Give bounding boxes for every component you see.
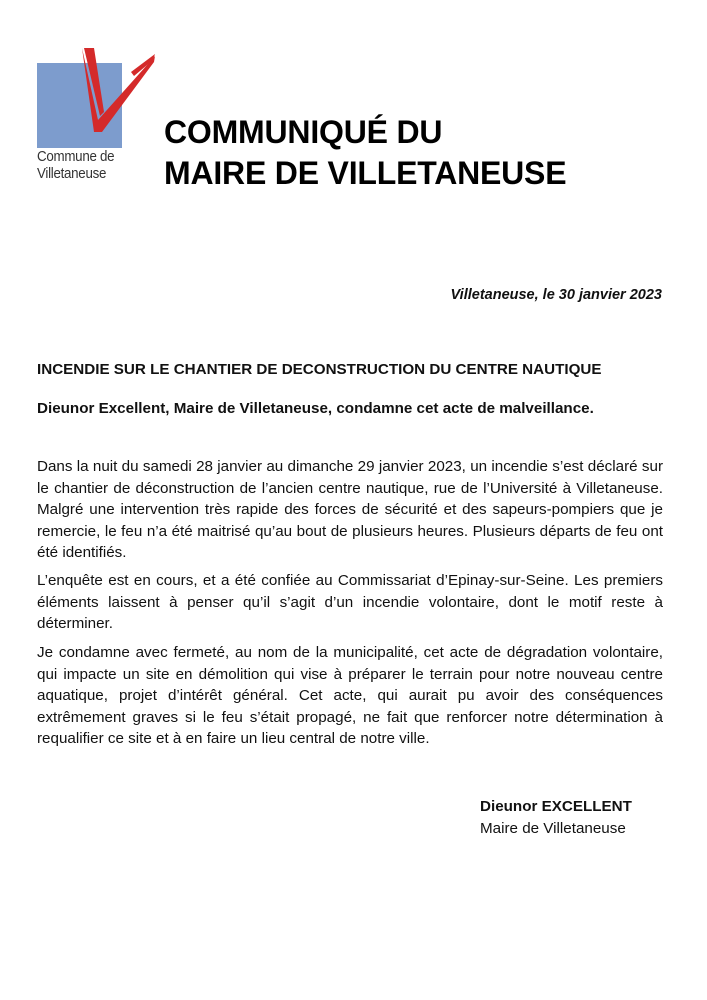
signature-role: Maire de Villetaneuse <box>480 819 626 837</box>
signature-block <box>480 796 632 839</box>
page-title <box>164 112 566 194</box>
date-line: Villetaneuse, le 30 janvier 2023 <box>450 287 662 303</box>
commune-logo <box>24 36 158 192</box>
subheadline: Dieunor Excellent, Maire de Villetaneuse, condamne cet acte de malveillance. <box>37 400 594 417</box>
paragraph-3: Je condamne avec fermeté, au nom de la municipalité, cet acte de dégradation volontaire, qui impacte un site en démolition qui vise à préparer le terrain pour notre nouveau centre aquatique, projet d’intérêt général. Cet acte, qui aurait pu avoir des conséquences extrêmement graves si le feu s’était propagé, ne fait que renforcer notre détermination à requalifier ce site et à en faire un lieu central de notre ville. <box>37 644 663 747</box>
logo-text-line2: Villetaneuse <box>37 166 107 182</box>
headline: INCENDIE SUR LE CHANTIER DE DECONSTRUCTION DU CENTRE NAUTIQUE <box>37 361 602 378</box>
logo-text-line1: Commune de <box>37 149 115 165</box>
logo-text <box>37 149 114 183</box>
title-line1: COMMUNIQUÉ DU <box>164 114 443 150</box>
paragraph-2: L’enquête est en cours, et a été confiée au Commissariat d’Epinay-sur-Seine. Les premiers éléments laissent à penser qu’il s’agit d’un incendie volontaire, dont le motif reste à déterminer. <box>37 572 663 632</box>
logo-check-mark-icon <box>24 36 158 161</box>
signature-name: Dieunor EXCELLENT <box>480 798 632 815</box>
paragraph-1: Dans la nuit du samedi 28 janvier au dimanche 29 janvier 2023, un incendie s’est déclaré sur le chantier de déconstruction de l’ancien centre nautique, rue de l’Université à Villetaneuse. Malgré une intervention très rapide des forces de sécurité et des sapeurs-pompiers que je remercie, le feu n’a été maitrisé qu’au bout de plusieurs heures. Plusieurs départs de feu ont été identifiés. <box>37 458 663 561</box>
title-line2: MAIRE DE VILLETANEUSE <box>164 155 567 191</box>
